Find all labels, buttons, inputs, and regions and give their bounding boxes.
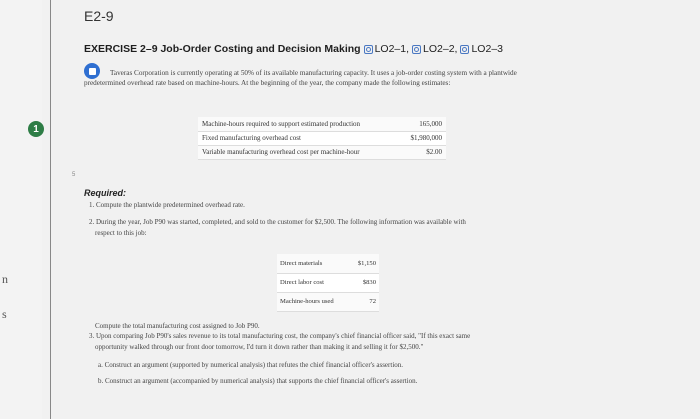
gutter-letter-n: n xyxy=(2,272,8,286)
learning-objective-3[interactable]: LO2–3 xyxy=(460,43,503,55)
requirement-3a: a. Construct an argument (supported by numerical analysis) that refutes the chief financial officer's assertion. xyxy=(98,361,404,369)
table-row xyxy=(198,131,446,145)
requirement-3-line-b: opportunity walked through our front door tomorrow, I'd turn it down rather than making it and selling it for $2,500." xyxy=(95,343,424,351)
table-row xyxy=(277,254,379,273)
job-value: $830 xyxy=(350,273,379,292)
job-label: Direct labor cost xyxy=(277,273,350,292)
table-row xyxy=(198,145,446,159)
required-heading: Required: xyxy=(84,188,127,198)
intro-paragraph: Taveras Corporation is currently operating at 50% of its available manufacturing capacity. It uses a job-order costing system with a plantwide predetermined overhead rate based on machine-hours. At the beginning of the year, the company made the following estimates: xyxy=(84,69,517,87)
estimate-value: $2.00 xyxy=(398,145,446,159)
learning-objective-icon xyxy=(364,45,373,54)
learning-objective-2[interactable]: LO2–2, xyxy=(412,43,457,55)
job-label: Direct materials xyxy=(277,254,350,273)
estimate-value: 165,000 xyxy=(398,117,446,131)
requirement-3-line-a: 3. Upon comparing Job P90's sales revenue to its total manufacturing cost, the company's chief financial officer said, "If this exact same xyxy=(89,332,471,340)
problem-id: E2-9 xyxy=(84,8,114,24)
exercise-title-text: EXERCISE 2–9 Job-Order Costing and Decision Making xyxy=(84,43,361,55)
job-value: 72 xyxy=(350,292,379,311)
requirement-2-line-a: 2. During the year, Job P90 was started, completed, and sold to the customer for $2,500. The following information was available with xyxy=(89,218,466,226)
estimates-table xyxy=(198,117,446,160)
estimate-label: Machine-hours required to support estimated production xyxy=(198,117,398,131)
job-p90-table xyxy=(277,254,379,312)
table-row xyxy=(198,117,446,131)
learning-objective-icon xyxy=(460,45,469,54)
job-label: Machine-hours used xyxy=(277,292,350,311)
requirement-2-line-b: respect to this job: xyxy=(95,229,147,237)
learning-objective-icon xyxy=(412,45,421,54)
compute-total-cost: Compute the total manufacturing cost assigned to Job P90. xyxy=(95,322,260,330)
learning-objective-1[interactable]: LO2–1, xyxy=(364,43,409,55)
left-gutter xyxy=(0,0,42,419)
job-value: $1,150 xyxy=(350,254,379,273)
table-row xyxy=(277,273,379,292)
requirement-1: 1. Compute the plantwide predetermined overhead rate. xyxy=(89,201,245,209)
estimate-label: Variable manufacturing overhead cost per machine-hour xyxy=(198,145,398,159)
estimate-value: $1,980,000 xyxy=(398,131,446,145)
gutter-letter-s: s xyxy=(2,307,7,321)
step-number-badge[interactable]: 1 xyxy=(28,121,44,137)
requirement-3b: b. Construct an argument (accompanied by numerical analysis) that supports the chief financial officer's assertion. xyxy=(98,377,418,385)
stray-mark: 5 xyxy=(72,172,76,178)
page-divider xyxy=(50,0,51,419)
estimate-label: Fixed manufacturing overhead cost xyxy=(198,131,398,145)
table-row xyxy=(277,292,379,311)
exercise-title xyxy=(84,43,503,55)
